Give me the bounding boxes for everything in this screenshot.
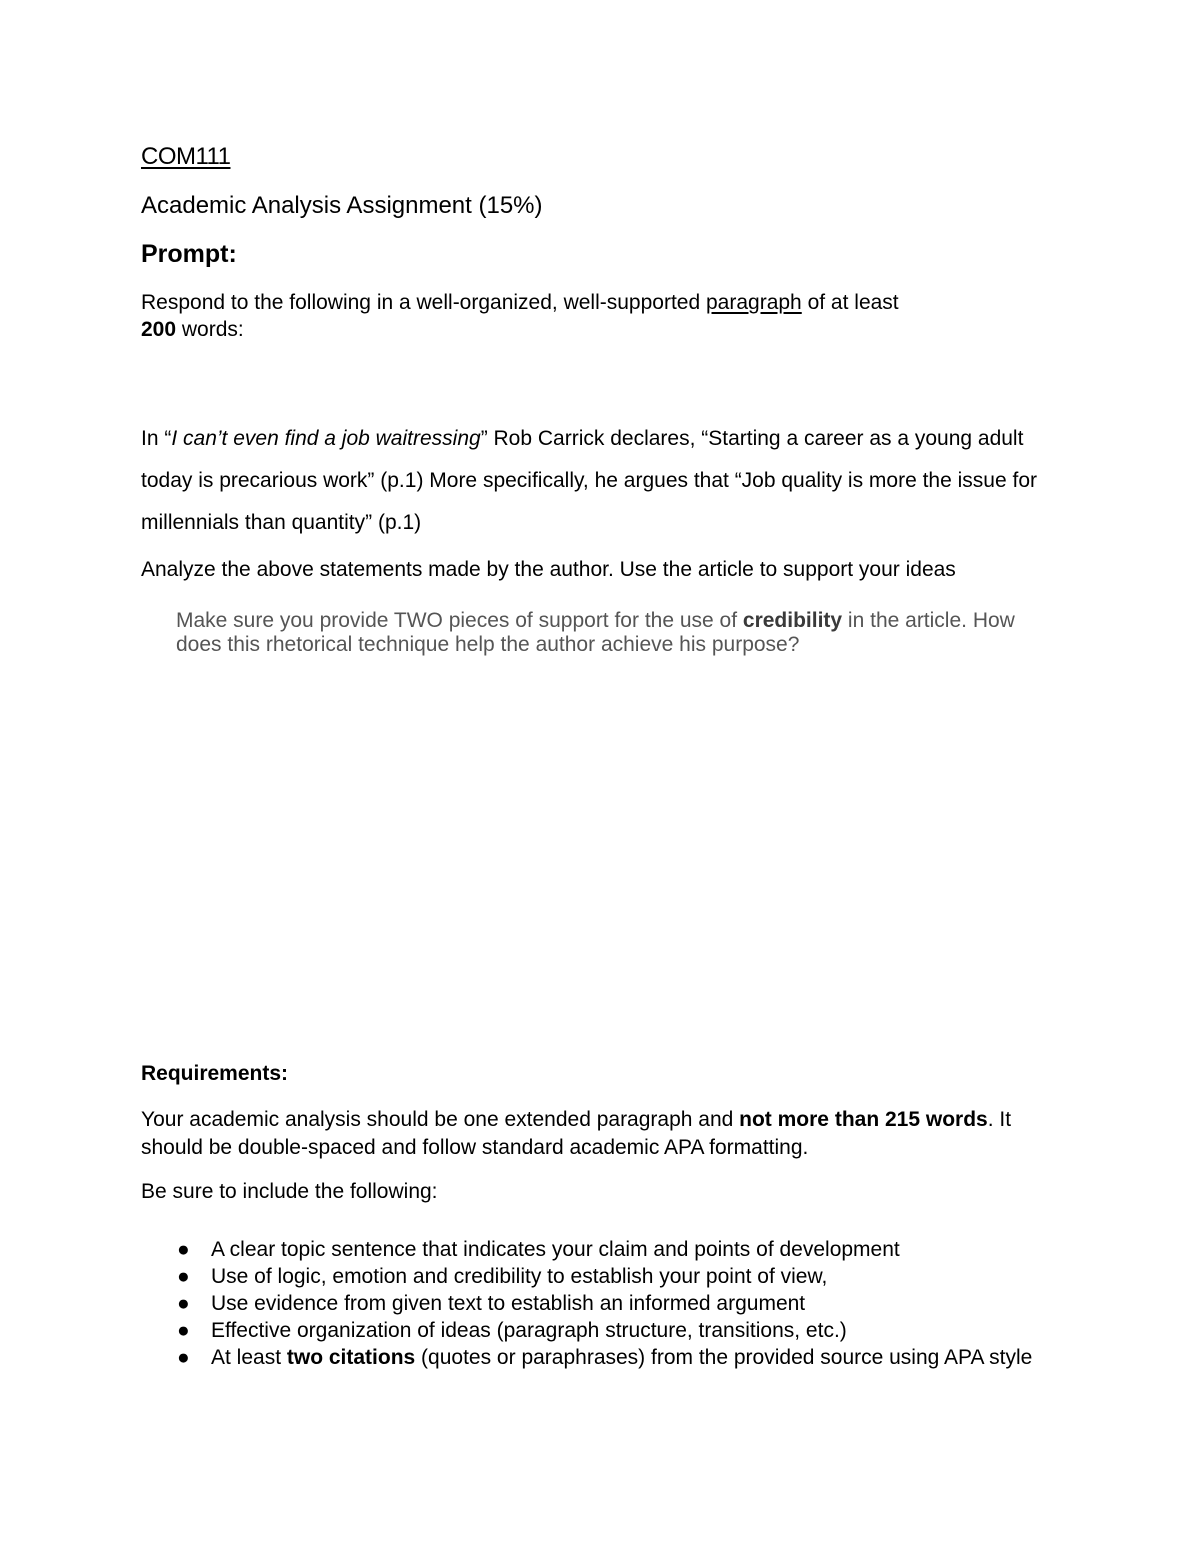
note-bold-term: credibility <box>742 609 843 632</box>
list-item <box>141 1344 1041 1371</box>
bullet-icon: ● <box>177 1265 190 1288</box>
credibility-note <box>176 609 1036 657</box>
list-item <box>141 1236 1041 1263</box>
list-item-text: Use evidence from given text to establish an informed argument <box>211 1292 806 1315</box>
requirements-part2: . It should be double-spaced and follow standard academic APA formatting. <box>141 1108 1012 1159</box>
instruction-part1: Respond to the following in a well-organized, well-supported <box>141 291 706 314</box>
requirements-word-limit: not more than 215 words <box>739 1108 988 1131</box>
quote-paragraph <box>141 418 1071 544</box>
instruction-text <box>141 289 1041 343</box>
quote-text: ” Rob Carrick declares, “Starting a career as a young adult today is precarious work” (p.1) More specifically, he argues that “Job quality is more the issue for millennials than quantity” (p.1) <box>141 427 1037 534</box>
list-item-bold: two citations <box>286 1346 416 1369</box>
note-part2: in the article. How does this rhetorical technique help the author achieve his purpose? <box>176 609 1015 656</box>
list-item-text: (quotes or paraphrases) from the provided source using APA style <box>415 1346 1033 1369</box>
requirements-list <box>141 1236 1041 1371</box>
bullet-icon: ● <box>177 1292 190 1315</box>
requirements-text <box>141 1106 1041 1162</box>
assignment-title: Academic Analysis Assignment (15%) <box>141 192 543 219</box>
prompt-heading: Prompt: <box>141 240 237 268</box>
bullet-icon: ● <box>177 1319 190 1342</box>
bullet-icon: ● <box>177 1238 190 1261</box>
be-sure-text: Be sure to include the following: <box>141 1180 438 1203</box>
instruction-part2: of at least <box>801 291 899 314</box>
instruction-part3: words: <box>176 318 244 341</box>
analyze-instruction: Analyze the above statements made by the author. Use the article to support your ideas <box>141 558 956 581</box>
list-item-text: Use of logic, emotion and credibility to establish your point of view, <box>211 1265 828 1288</box>
quote-prefix: In “ <box>141 427 172 450</box>
bullet-icon: ● <box>177 1346 190 1369</box>
instruction-word-count: 200 <box>141 318 177 341</box>
note-part1: Make sure you provide TWO pieces of support for the use of <box>176 609 743 632</box>
instruction-underlined-word: paragraph <box>706 291 802 314</box>
article-title: I can’t even find a job waitressing <box>171 427 481 450</box>
list-item <box>141 1263 1041 1290</box>
requirements-part1: Your academic analysis should be one extended paragraph and <box>141 1108 740 1131</box>
list-item <box>141 1290 1041 1317</box>
requirements-heading: Requirements: <box>141 1062 289 1085</box>
list-item <box>141 1317 1041 1344</box>
course-code: COM111 <box>141 143 231 170</box>
list-item-text: At least <box>211 1346 287 1369</box>
list-item-text: A clear topic sentence that indicates your claim and points of development <box>211 1238 900 1261</box>
list-item-text: Effective organization of ideas (paragraph structure, transitions, etc.) <box>211 1319 847 1342</box>
